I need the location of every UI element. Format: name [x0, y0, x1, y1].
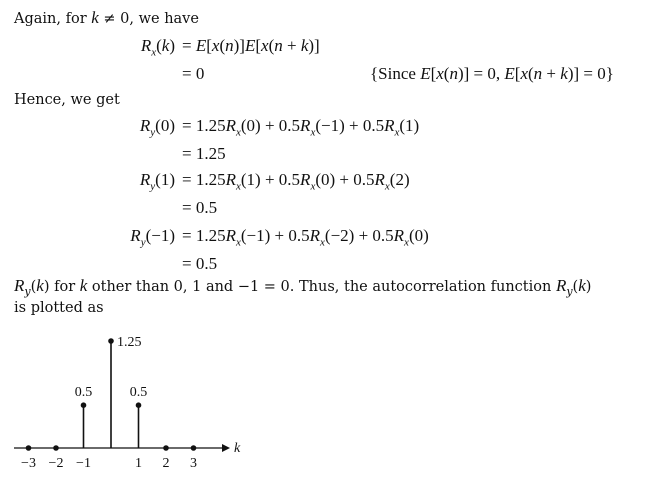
stem-dot-k-2: [53, 445, 59, 451]
stem-dot-k-3: [26, 445, 32, 451]
value-label-k1: 0.5: [129, 385, 148, 401]
value-label-k-1: 0.5: [74, 385, 93, 401]
eq7-lhs: $R_y(-1)$: [130, 226, 175, 249]
tick-label-k1: 1: [135, 456, 142, 471]
tick-label-k2: 2: [162, 456, 170, 471]
eq2-note: {Since E[x(n)] = 0, E[x(n + k)] = 0}: [370, 64, 614, 83]
eq4-rhs: = 1.25: [182, 144, 226, 163]
eq5-rhs: = $1.25R_x(1) + 0.5R_x(0) + 0.5R_x(2)$: [182, 170, 410, 193]
eq1-lhs: $R_x(k)$: [140, 36, 175, 59]
eq6-rhs: = 0.5: [182, 198, 218, 217]
tick-label-k-2: −2: [48, 456, 64, 471]
stem-dot-k3: [191, 445, 197, 451]
eq5-lhs: $R_y(1)$: [139, 170, 175, 193]
eq2-rhs: = 0: [182, 64, 205, 83]
conclusion-line-2: is plotted as: [14, 300, 104, 316]
eq8-rhs: = 0.5: [182, 254, 218, 273]
stem-dot-k2: [163, 445, 169, 451]
stem-dot-k0: [108, 338, 114, 344]
k-axis-label: k: [234, 441, 241, 456]
stem-marks: [26, 338, 197, 451]
intro-text: Again, for k ≠ 0, we have: [14, 8, 199, 27]
eq7-rhs: = $1.25R_x(-1) + 0.5R_x(-2) + 0.5R_x(0)$: [182, 226, 429, 249]
eq3-rhs: = $1.25R_x(0) + 0.5R_x(-1) + 0.5R_x(1)$: [182, 116, 420, 139]
value-label-k0: 1.25: [117, 335, 142, 350]
stem-labels: [21, 335, 197, 471]
stem-plot: [0, 322, 260, 472]
tick-label-k3: 3: [190, 456, 197, 471]
eq3-lhs: $R_y(0)$: [139, 116, 175, 139]
stem-dot-k-1: [81, 402, 87, 408]
eq1-rhs: = E[x(n)]E[x(n + k)]: [182, 36, 320, 55]
k-axis: [14, 441, 241, 456]
tick-label-k-1: −1: [76, 456, 91, 471]
hence-text: Hence, we get: [14, 92, 120, 108]
k-axis-arrow: [222, 444, 230, 452]
tick-label-k-3: −3: [21, 456, 36, 471]
stem-dot-k1: [136, 402, 142, 408]
conclusion-line-1: $R_y(k)$ for k other than 0, 1 and −1 = 0. Thus, the autocorrelation function $R_y(k)$: [14, 276, 592, 298]
